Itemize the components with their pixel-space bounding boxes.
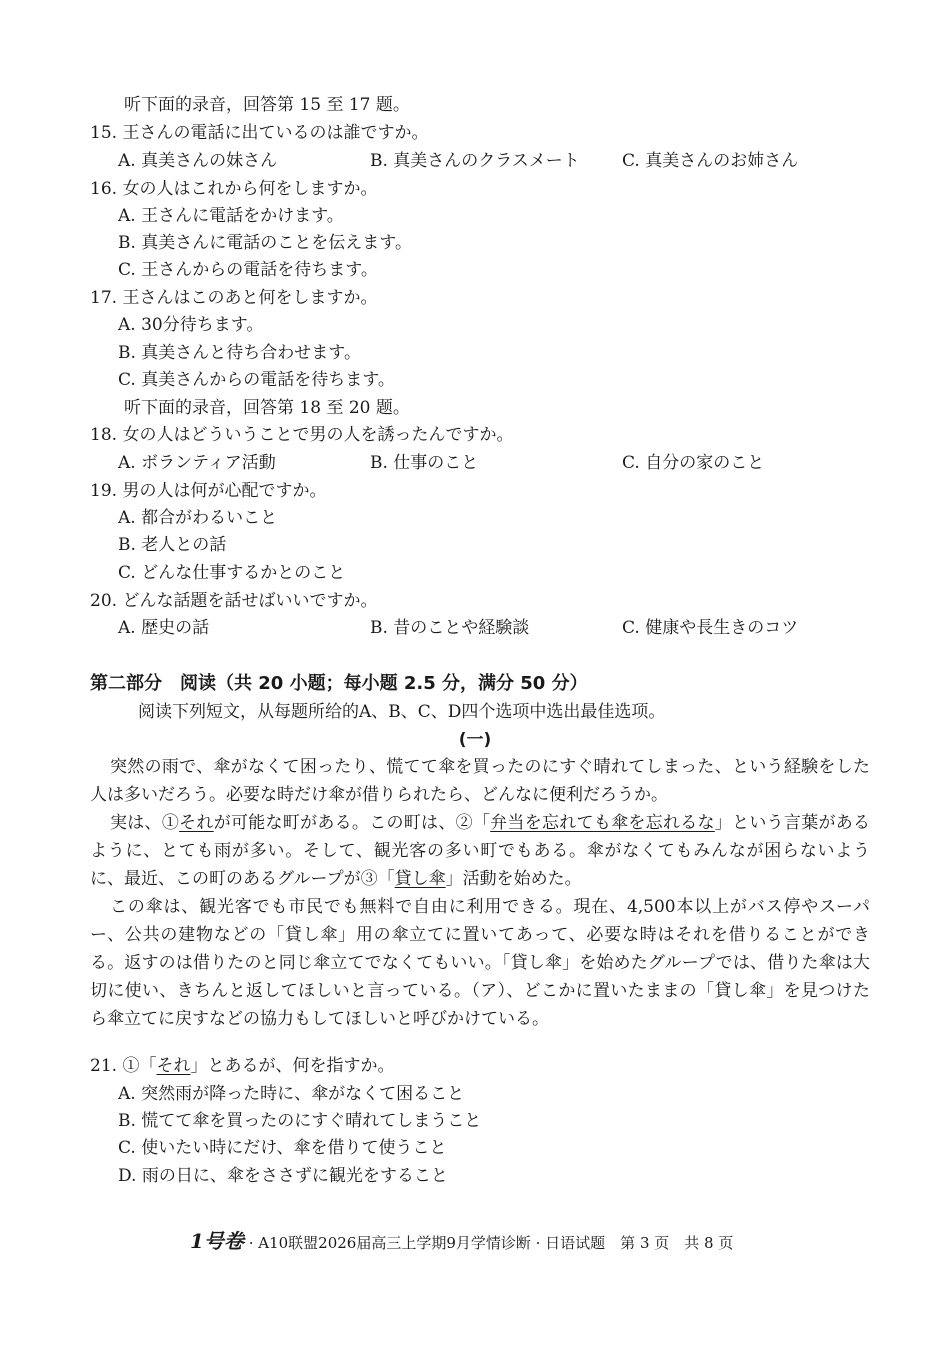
question-21-stem (90, 1053, 394, 1079)
p2-text-a: 実は、① (110, 813, 180, 833)
q18-option-c: C. 自分の家のこと (622, 453, 765, 473)
q20-option-b: B. 昔のことや経験談 (370, 618, 530, 638)
passage-paragraph-2 (90, 809, 870, 893)
underlined-proverb: 弁当を忘れても傘を忘れるな (490, 813, 715, 833)
question-20-stem: 20. どんな話題を話せばいいですか。 (90, 591, 378, 611)
section-title: 第二部分 阅读（共 20 小题；每小题 2.5 分，满分 50 分） (90, 673, 588, 694)
q21-option-d: D. 雨の日に、傘をささずに観光をすること (118, 1166, 448, 1186)
q15-option-c: C. 真美さんのお姉さん (622, 151, 799, 171)
q18-option-b: B. 仕事のこと (370, 453, 479, 473)
listening-instruction-2: 听下面的录音，回答第 18 至 20 题。 (124, 398, 410, 418)
question-18-stem: 18. 女の人はどういうことで男の人を誘ったんですか。 (90, 425, 514, 445)
q19-option-b: B. 老人との話 (118, 535, 227, 555)
q21-underlined: それ (156, 1056, 191, 1076)
reading-instruction: 阅读下列短文，从每题所给的A、B、C、D四个选项中选出最佳选项。 (138, 702, 666, 722)
passage-paragraph-1: 突然の雨で、傘がなくて困ったり、慌てて傘を買ったのにすぐ晴れてしまった、という経験をした人は多いだろう。必要な時だけ傘が借りられたら、どんなに便利だろうか。 (90, 757, 870, 805)
q20-option-a: A. 歴史の話 (118, 618, 210, 638)
q20-option-c: C. 健康や長生きのコツ (622, 618, 799, 638)
passage-paragraph-3: この傘は、観光客でも市民でも無料で自由に利用できる。現在、4,500本以上がバス停やスーパー、公共の建物などの「貸し傘」用の傘立てに置いてあって、必要な時はそれを借りることができる。返すのは借りたのと同じ傘立てでなくてもいい。「貸し傘」を始めたグループでは、借りた傘は大切に使い、きちんと返してほしいと言っている。（ア）、どこかに置いたままの「貸し傘」を見つけたら傘立てに戻すなどの協力もしてほしいと呼びかけている。 (90, 897, 870, 1029)
q21-option-a: A. 突然雨が降った時に、傘がなくて困ること (118, 1084, 465, 1104)
q19-option-c: C. どんな仕事するかとのこと (118, 563, 346, 583)
question-17-stem: 17. 王さんはこのあと何をしますか。 (90, 288, 378, 308)
p2-text-c: 」という言葉があるように、とても雨が多い。そして、観光客の多い町でもある。傘がなくてもみんなが困らないように、最近、この町のあるグループが③「 (90, 813, 871, 889)
question-19-stem: 19. 男の人は何が心配ですか。 (90, 481, 327, 501)
question-15-stem: 15. 王さんの電話に出ているのは誰ですか。 (90, 123, 429, 143)
q16-option-a: A. 王さんに電話をかけます。 (118, 206, 344, 226)
passage-number: (一) (458, 730, 492, 750)
q19-option-a: A. 都合がわるいこと (118, 508, 278, 528)
q16-option-b: B. 真美さんに電話のことを伝えます。 (118, 233, 412, 253)
q17-option-a: A. 30分待ちます。 (118, 315, 264, 335)
footer-text: · A10联盟2026届高三上学期9月学情诊断 · 日语试题 第 3 页 共 8 页 (248, 1234, 734, 1252)
q21-stem-b: 」とあるが、何を指すか。 (190, 1056, 395, 1076)
p2-text-d: 」活動を始めた。 (445, 869, 582, 889)
passage (90, 753, 870, 1033)
p2-text-b: が可能な町がある。この町は、②「 (213, 813, 491, 833)
q21-option-b: B. 慌てて傘を買ったのにすぐ晴れてしまうこと (118, 1111, 482, 1131)
q15-option-a: A. 真美さんの妹さん (118, 151, 278, 171)
brand-logo: 1号卷 (190, 1229, 244, 1253)
page-footer (190, 1228, 733, 1256)
listening-instruction: 听下面的录音，回答第 15 至 17 题。 (124, 95, 410, 115)
underlined-sore: それ (179, 813, 214, 833)
underlined-kashigasa: 貸し傘 (394, 869, 446, 889)
q21-option-c: C. 使いたい時にだけ、傘を借りて使うこと (118, 1138, 447, 1158)
q17-option-c: C. 真美さんからの電話を待ちます。 (118, 370, 395, 390)
q16-option-c: C. 王さんからの電話を待ちます。 (118, 260, 378, 280)
q18-option-a: A. ボランティア活動 (118, 453, 276, 473)
q21-stem-a: 21. ①「 (90, 1056, 157, 1076)
q15-option-b: B. 真美さんのクラスメート (370, 151, 580, 171)
question-16-stem: 16. 女の人はこれから何をしますか。 (90, 179, 378, 199)
q17-option-b: B. 真美さんと待ち合わせます。 (118, 343, 361, 363)
